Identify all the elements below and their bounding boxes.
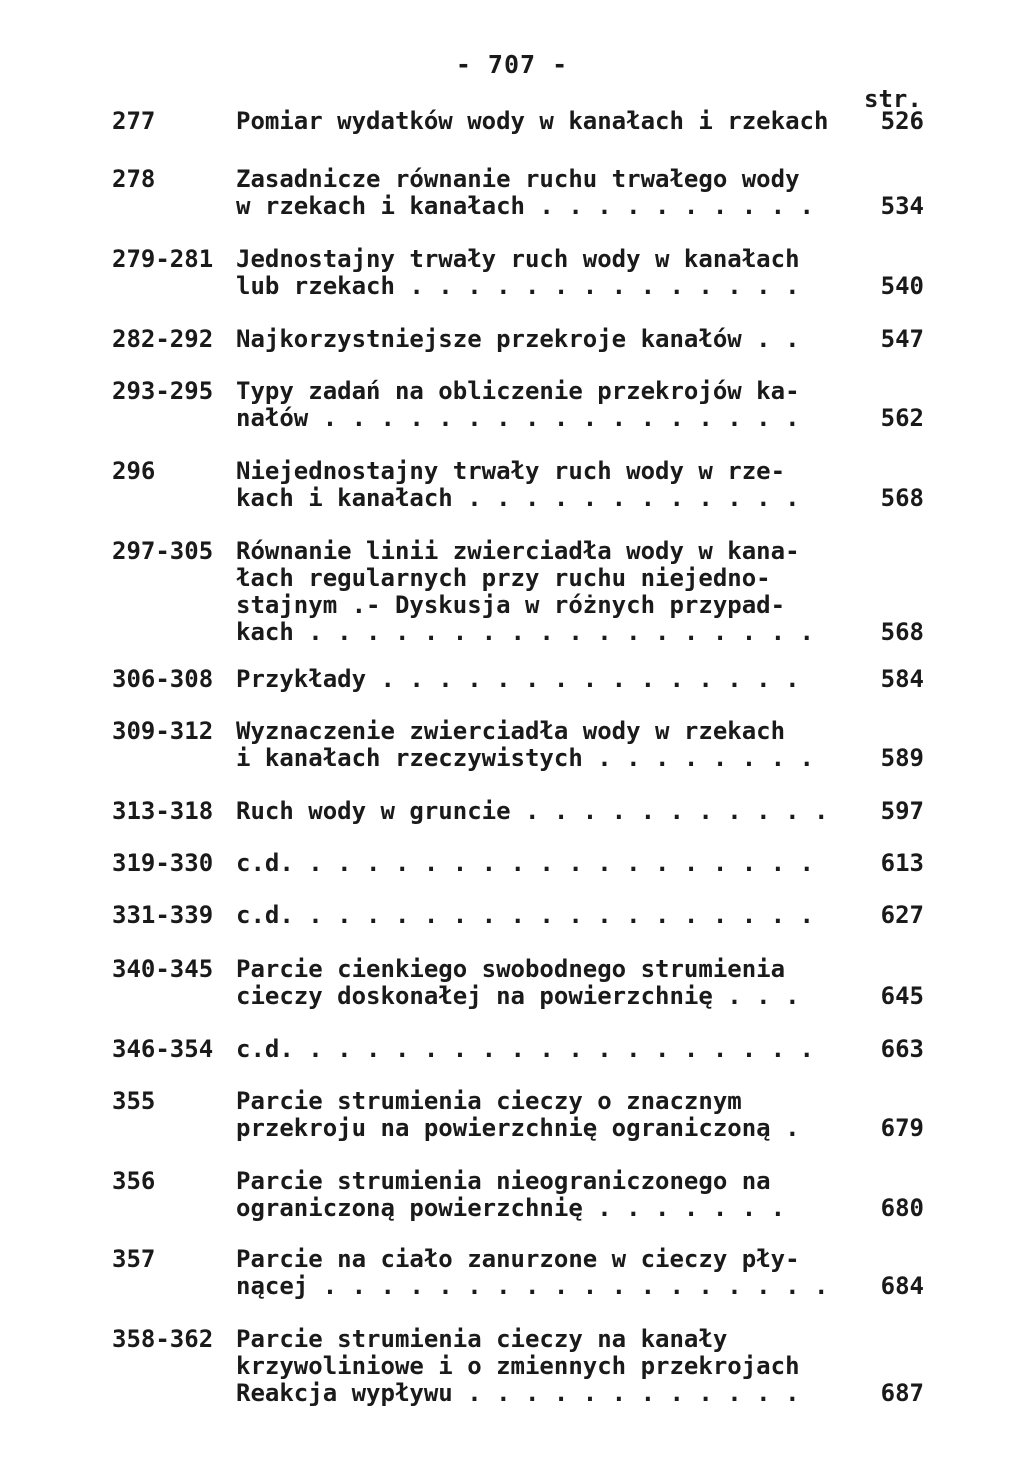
toc-entry: [112, 902, 924, 929]
title-line: Reakcja wypływu . . . . . . . . . . . .: [236, 1380, 800, 1407]
page-reference: 645: [880, 982, 924, 1010]
section-title: [236, 1036, 856, 1063]
toc-entry: [112, 326, 924, 353]
page-reference: 684: [880, 1272, 924, 1300]
toc-entry: [112, 1168, 924, 1222]
title-line: Parcie na ciało zanurzone w cieczy pły-: [236, 1246, 800, 1273]
section-number: 277: [112, 107, 156, 135]
title-line: cieczy doskonałej na powierzchnię . . .: [236, 983, 800, 1010]
section-number: 357: [112, 1245, 156, 1273]
title-line: Parcie strumienia cieczy o znacznym: [236, 1088, 742, 1115]
section-title: [236, 166, 856, 220]
section-number: 279-281: [112, 245, 214, 273]
section-number: 278: [112, 165, 156, 193]
title-line: Najkorzystniejsze przekroje kanałów . .: [236, 326, 800, 353]
title-line: w rzekach i kanałach . . . . . . . . . .: [236, 193, 814, 220]
title-line: kach i kanałach . . . . . . . . . . . .: [236, 485, 800, 512]
title-line: c.d. . . . . . . . . . . . . . . . . . .: [236, 1036, 814, 1063]
title-line: Zasadnicze równanie ruchu trwałego wody: [236, 166, 800, 193]
section-title: [236, 246, 856, 300]
page-reference: 547: [880, 325, 924, 353]
toc-entry: [112, 108, 924, 135]
title-line: lub rzekach . . . . . . . . . . . . . .: [236, 273, 800, 300]
page-reference: 589: [880, 744, 924, 772]
toc-entry: [112, 1036, 924, 1063]
section-number: 340-345: [112, 955, 214, 983]
toc-entry: [112, 1088, 924, 1142]
section-number: 313-318: [112, 797, 214, 825]
section-title: [236, 850, 856, 877]
title-line: Ruch wody w gruncie . . . . . . . . . . .: [236, 798, 829, 825]
section-title: [236, 1246, 856, 1300]
page-reference: 540: [880, 272, 924, 300]
section-number: 306-308: [112, 665, 214, 693]
section-title: [236, 1088, 856, 1142]
toc-entry: [112, 798, 924, 825]
page-reference: 562: [880, 404, 924, 432]
section-number: 293-295: [112, 377, 214, 405]
page-reference: 680: [880, 1194, 924, 1222]
toc-entry: [112, 718, 924, 772]
toc-entry: [112, 1246, 924, 1300]
section-title: [236, 902, 856, 929]
title-line: Parcie strumienia cieczy na kanały: [236, 1326, 728, 1353]
section-title: [236, 458, 856, 512]
section-number: 319-330: [112, 849, 214, 877]
title-line: Równanie linii zwierciadła wody w kana-: [236, 538, 800, 565]
page-reference: 568: [880, 484, 924, 512]
title-line: Typy zadań na obliczenie przekrojów ka-: [236, 378, 800, 405]
page-reference: 597: [880, 797, 924, 825]
title-line: krzywoliniowe i o zmiennych przekrojach: [236, 1353, 800, 1380]
section-number: 282-292: [112, 325, 214, 353]
title-line: Wyznaczenie zwierciadła wody w rzekach: [236, 718, 786, 745]
title-line: Parcie strumienia nieograniczonego na: [236, 1168, 771, 1195]
toc-entry: [112, 956, 924, 1010]
title-line: ograniczoną powierzchnię . . . . . . .: [236, 1195, 786, 1222]
section-title: [236, 1168, 856, 1222]
title-line: Jednostajny trwały ruch wody w kanałach: [236, 246, 800, 273]
title-line: przekroju na powierzchnię ograniczoną .: [236, 1115, 800, 1142]
page-reference: 613: [880, 849, 924, 877]
toc-entry: [112, 246, 924, 300]
section-number: 355: [112, 1087, 156, 1115]
page-reference: 526: [880, 107, 924, 135]
page-number: - 707 -: [455, 50, 569, 79]
title-line: nącej . . . . . . . . . . . . . . . . . .: [236, 1273, 829, 1300]
section-number: 296: [112, 457, 156, 485]
toc-entry: [112, 458, 924, 512]
section-title: [236, 378, 856, 432]
section-number: 358-362: [112, 1325, 214, 1353]
section-title: [236, 798, 856, 825]
page-reference: 534: [880, 192, 924, 220]
title-line: kach . . . . . . . . . . . . . . . . . .: [236, 619, 814, 646]
toc-entry: [112, 1326, 924, 1407]
section-number: 297-305: [112, 537, 214, 565]
section-title: [236, 956, 856, 1010]
section-title: [236, 1326, 856, 1407]
title-line: i kanałach rzeczywistych . . . . . . . .: [236, 745, 814, 772]
section-number: 346-354: [112, 1035, 214, 1063]
title-line: nałów . . . . . . . . . . . . . . . . .: [236, 405, 800, 432]
title-line: c.d. . . . . . . . . . . . . . . . . . .: [236, 902, 814, 929]
page-reference: 584: [880, 665, 924, 693]
toc-entry: [112, 666, 924, 693]
title-line: stajnym .- Dyskusja w różnych przypad-: [236, 592, 786, 619]
section-number: 331-339: [112, 901, 214, 929]
section-number: 309-312: [112, 717, 214, 745]
section-number: 356: [112, 1167, 156, 1195]
title-line: Parcie cienkiego swobodnego strumienia: [236, 956, 786, 983]
section-title: [236, 108, 856, 135]
title-line: łach regularnych przy ruchu niejedno-: [236, 565, 771, 592]
page-reference: 663: [880, 1035, 924, 1063]
page-reference: 568: [880, 618, 924, 646]
page-reference: 687: [880, 1379, 924, 1407]
title-line: c.d. . . . . . . . . . . . . . . . . . .: [236, 850, 814, 877]
title-line: Niejednostajny trwały ruch wody w rze-: [236, 458, 786, 485]
toc-entry: [112, 166, 924, 220]
section-title: [236, 666, 856, 693]
title-line: Przykłady . . . . . . . . . . . . . . .: [236, 666, 800, 693]
page-reference: 679: [880, 1114, 924, 1142]
page-column-label: str.: [864, 85, 922, 113]
page-reference: 627: [880, 901, 924, 929]
title-line: Pomiar wydatków wody w kanałach i rzekach: [236, 108, 829, 135]
section-title: [236, 718, 856, 772]
section-title: [236, 326, 856, 353]
toc-entry: [112, 850, 924, 877]
section-title: [236, 538, 856, 646]
toc-entry: [112, 538, 924, 646]
toc-entry: [112, 378, 924, 432]
